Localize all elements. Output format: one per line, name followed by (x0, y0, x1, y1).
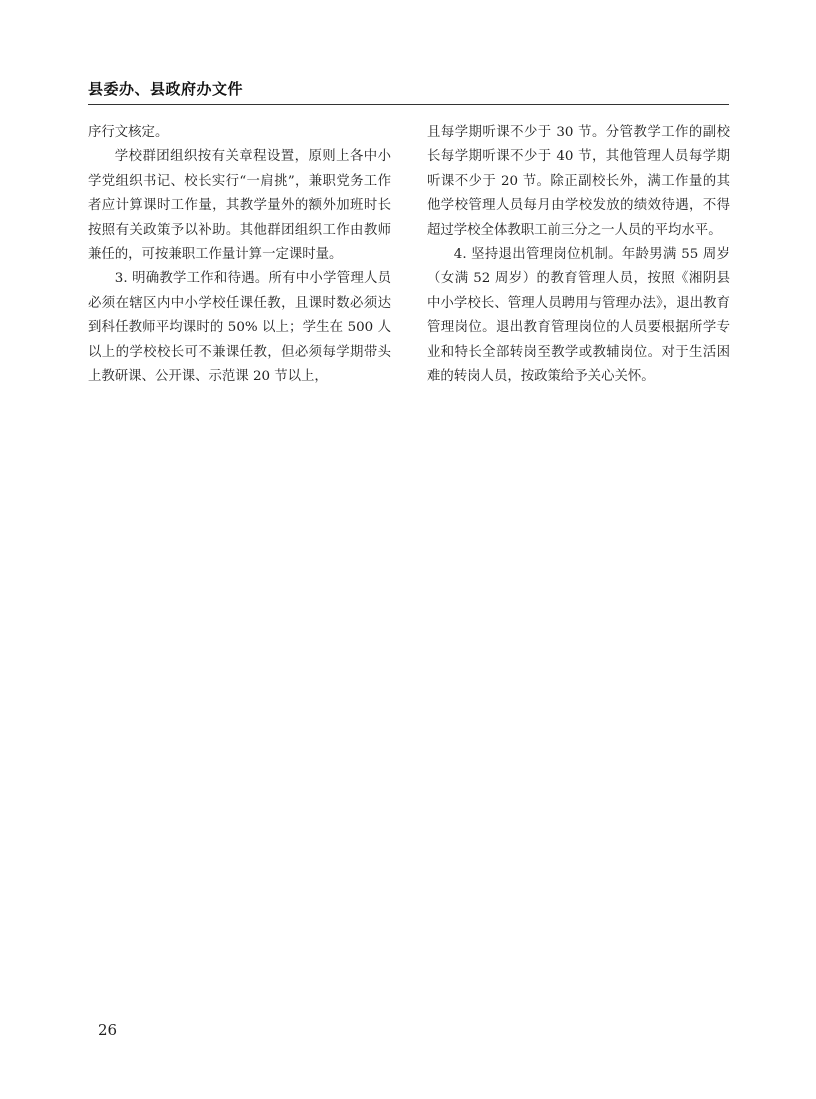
paragraph-exit-mechanism: 4. 坚持退出管理岗位机制。年龄男满 55 周岁（女满 52 周岁）的教育管理人员，按照《湘阴县中小学校长、管理人员聘用与管理办法》，退出教育管理岗位。退出教育管理岗位的人员要根据所学专业和特长全部转岗至教学或教辅岗位。对于生活困难的转岗人员，按政策给予关心关怀。 (427, 247, 730, 385)
paragraph-lesson-observation: 且每学期听课不少于 30 节。分管教学工作的副校长每学期听课不少于 40 节，其他管理人员每学期听课不少于 20 节。除正副校长外，满工作量的其他学校管理人员每月由学校发放的绩效待遇，不得超过学校全体教职工前三分之一人员的平均水平。 (427, 125, 730, 238)
page-number: 26 (98, 1021, 118, 1039)
paragraph-continuation: 序行文核定。 (88, 125, 169, 140)
right-column (427, 121, 730, 389)
left-column (88, 121, 391, 389)
header-rule (88, 104, 729, 105)
paragraph-group-organizations: 学校群团组织按有关章程设置，原则上各中小学党组织书记、校长实行“一肩挑”，兼职党务工作者应计算课时工作量，其教学量外的额外加班时长按照有关政策予以补助。其他群团组织工作由教师兼任的，可按兼职工作量计算一定课时量。 (88, 149, 391, 263)
running-header: 县委办、县政府办文件 (88, 80, 244, 98)
paragraph-teaching-duties: 3. 明确教学工作和待遇。所有中小学管理人员必须在辖区内中小学校任课任教，且课时数必须达到科任教师平均课时的 50% 以上；学生在 500 人以上的学校校长可不兼课任教，但必须每学期带头上教研课、公开课、示范课 20 节以上， (88, 271, 391, 385)
